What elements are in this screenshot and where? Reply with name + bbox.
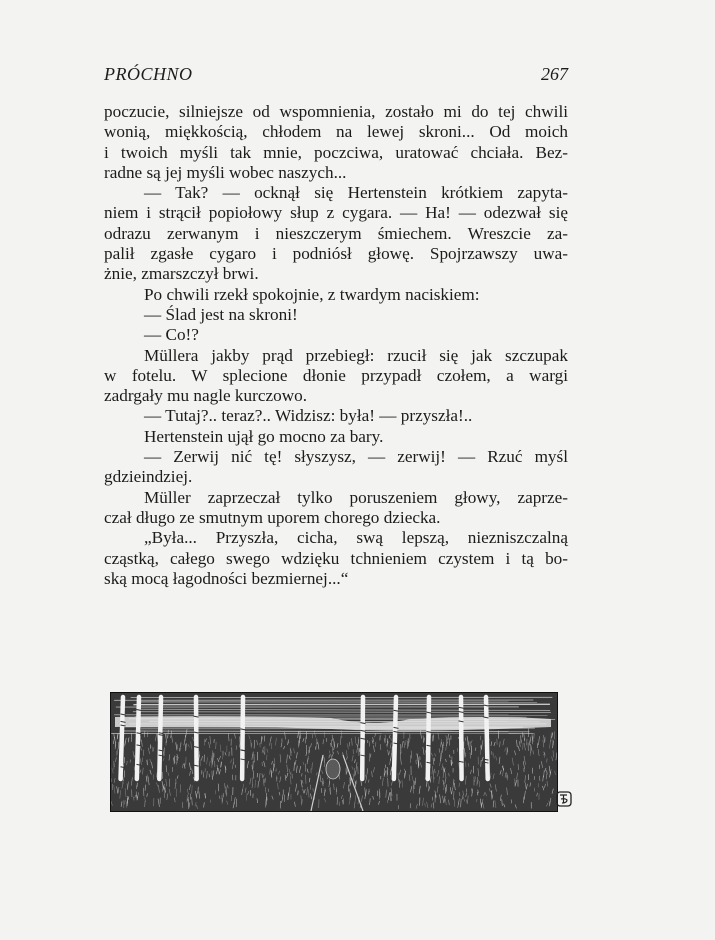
text-line: poczucie, silniejsze od wspomnienia, zostało mi do tej chwili — [104, 102, 568, 121]
text-line: czał długo ze smutnym uporem chorego dziecka. — [104, 507, 441, 527]
page-header — [104, 64, 568, 90]
text-line: wonią, miękkością, chłodem na lewej skroni... Od moich — [104, 122, 568, 142]
text-line: niem i strącił popiołowy słup z cygara. — Ha! — odezwał się — [104, 203, 568, 223]
text-line: odrazu zerwanym i nieszczerym śmiechem. Wreszcie za- — [104, 223, 568, 243]
text-line: Müllera jakby prąd przebiegł: rzucił się jak szczupak — [144, 345, 568, 365]
text-line: gdzieindziej. — [104, 467, 193, 487]
woodcut-illustration — [110, 692, 558, 812]
body-text — [104, 102, 568, 589]
birch-trunk — [428, 697, 429, 779]
birch-trunk — [362, 697, 363, 779]
birch-trunk — [394, 697, 396, 779]
text-line: w fotelu. W splecione dłonie przypadł czołem, a wargi — [104, 365, 568, 385]
text-line: radne są jej myśli wobec naszych... — [104, 162, 347, 182]
woodcut-svg — [111, 693, 557, 811]
running-title: PRÓCHNO — [104, 64, 193, 84]
birch-trunk — [196, 697, 197, 779]
birch-trunk — [486, 697, 488, 779]
birch-trunk — [242, 697, 243, 779]
text-line: zadrgały mu nagle kurczowo. — [104, 386, 307, 406]
text-line: — Co!? — [144, 325, 199, 345]
text-line: — Ślad jest na skroni! — [144, 304, 298, 324]
text-line: i twoich myśli tak mnie, poczciwa, uratować chciała. Bez- — [104, 142, 568, 162]
text-line: Po chwili rzekł spokojnie, z twardym naciskiem: — [144, 284, 480, 304]
text-line: — Zerwij nić tę! słyszysz, — zerwij! — Rzuć myśl — [144, 447, 568, 467]
birch-trunk — [159, 697, 161, 779]
text-line: Müller zaprzeczał tylko poruszeniem głowy, zaprze- — [144, 487, 568, 507]
page-number: 267 — [541, 64, 568, 84]
text-line: — Tak? — ocknął się Hertenstein krótkiem zapyta- — [144, 183, 568, 203]
text-line: żnie, zmarszczył brwi. — [104, 264, 259, 284]
text-line: Hertenstein ujął go mocno za bary. — [144, 426, 384, 446]
text-line: — Tutaj?.. teraz?.. Widzisz: była! — przyszła!.. — [144, 406, 473, 426]
face-in-grass — [326, 759, 340, 779]
birch-trunk — [461, 697, 462, 779]
text-line: „Była... Przyszła, cicha, swą lepszą, niezniszczalną — [144, 528, 568, 548]
text-line: cząstką, całego swego wdzięku tchnieniem czystem i tą bo- — [104, 548, 568, 568]
text-line: ską mocą łagodności bezmiernej...“ — [104, 568, 349, 588]
monogram-icon — [556, 791, 572, 807]
text-line: palił zgasłe cygaro i podniósł głowę. Spojrzawszy uwa- — [104, 244, 568, 264]
